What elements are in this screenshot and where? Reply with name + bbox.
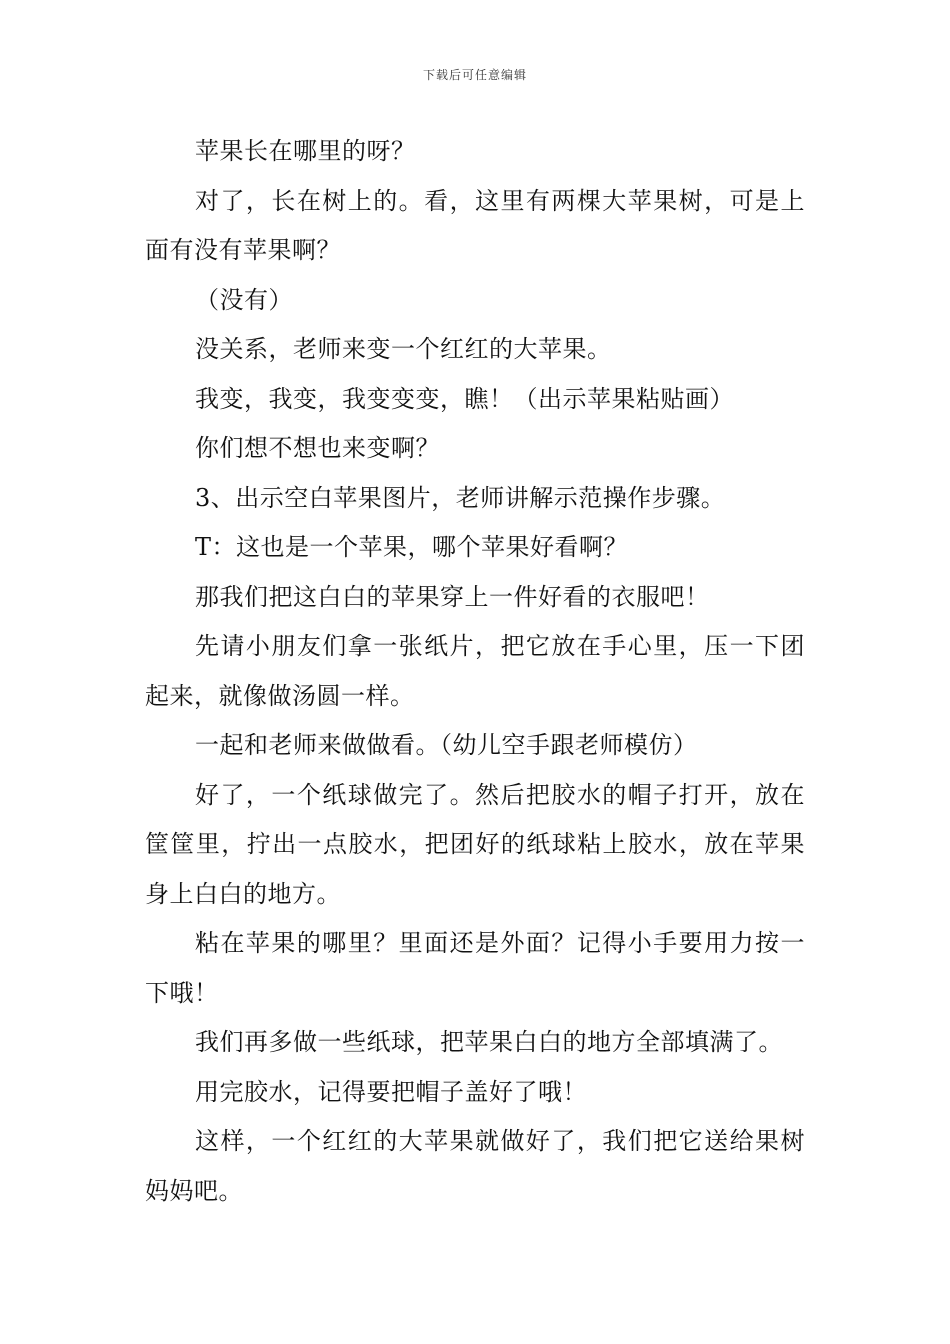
paragraph: 先请小朋友们拿一张纸片，把它放在手心里，压一下团起来，就像做汤圆一样。 xyxy=(145,632,805,710)
paragraph: 好了，一个纸球做完了。然后把胶水的帽子打开，放在筐筐里，拧出一点胶水，把团好的纸球粘上胶水，放在苹果身上白白的地方。 xyxy=(145,780,805,908)
paragraph: 我们再多做一些纸球，把苹果白白的地方全部填满了。 xyxy=(195,1028,783,1056)
paragraph: T：这也是一个苹果，哪个苹果好看啊？ xyxy=(195,533,629,561)
paragraph: （没有） xyxy=(195,285,293,314)
document-body xyxy=(145,127,805,1216)
paragraph: 用完胶水，记得要把帽子盖好了哦！ xyxy=(195,1077,587,1106)
header-note: 下载后可任意编辑 xyxy=(422,68,527,82)
paragraph: 我变，我变，我变变变，瞧！（出示苹果粘贴画） xyxy=(195,384,734,413)
paragraph: 苹果长在哪里的呀？ xyxy=(195,137,416,165)
paragraph: 粘在苹果的哪里？里面还是外面？记得小手要用力按一下哦！ xyxy=(145,929,805,1007)
paragraph: 一起和老师来做做看。（幼儿空手跟老师模仿） xyxy=(195,731,698,759)
paragraph: 3、出示空白苹果图片，老师讲解示范操作步骤。 xyxy=(195,483,726,512)
paragraph: 那我们把这白白的苹果穿上一件好看的衣服吧！ xyxy=(195,582,710,611)
paragraph: 对了，长在树上的。看，这里有两棵大苹果树，可是上面有没有苹果啊？ xyxy=(145,186,805,264)
paragraph: 没关系，老师来变一个红红的大苹果。 xyxy=(195,335,612,363)
paragraph: 你们想不想也来变啊？ xyxy=(195,434,440,462)
paragraph: 这样，一个红红的大苹果就做好了，我们把它送给果树妈妈吧。 xyxy=(145,1127,805,1205)
